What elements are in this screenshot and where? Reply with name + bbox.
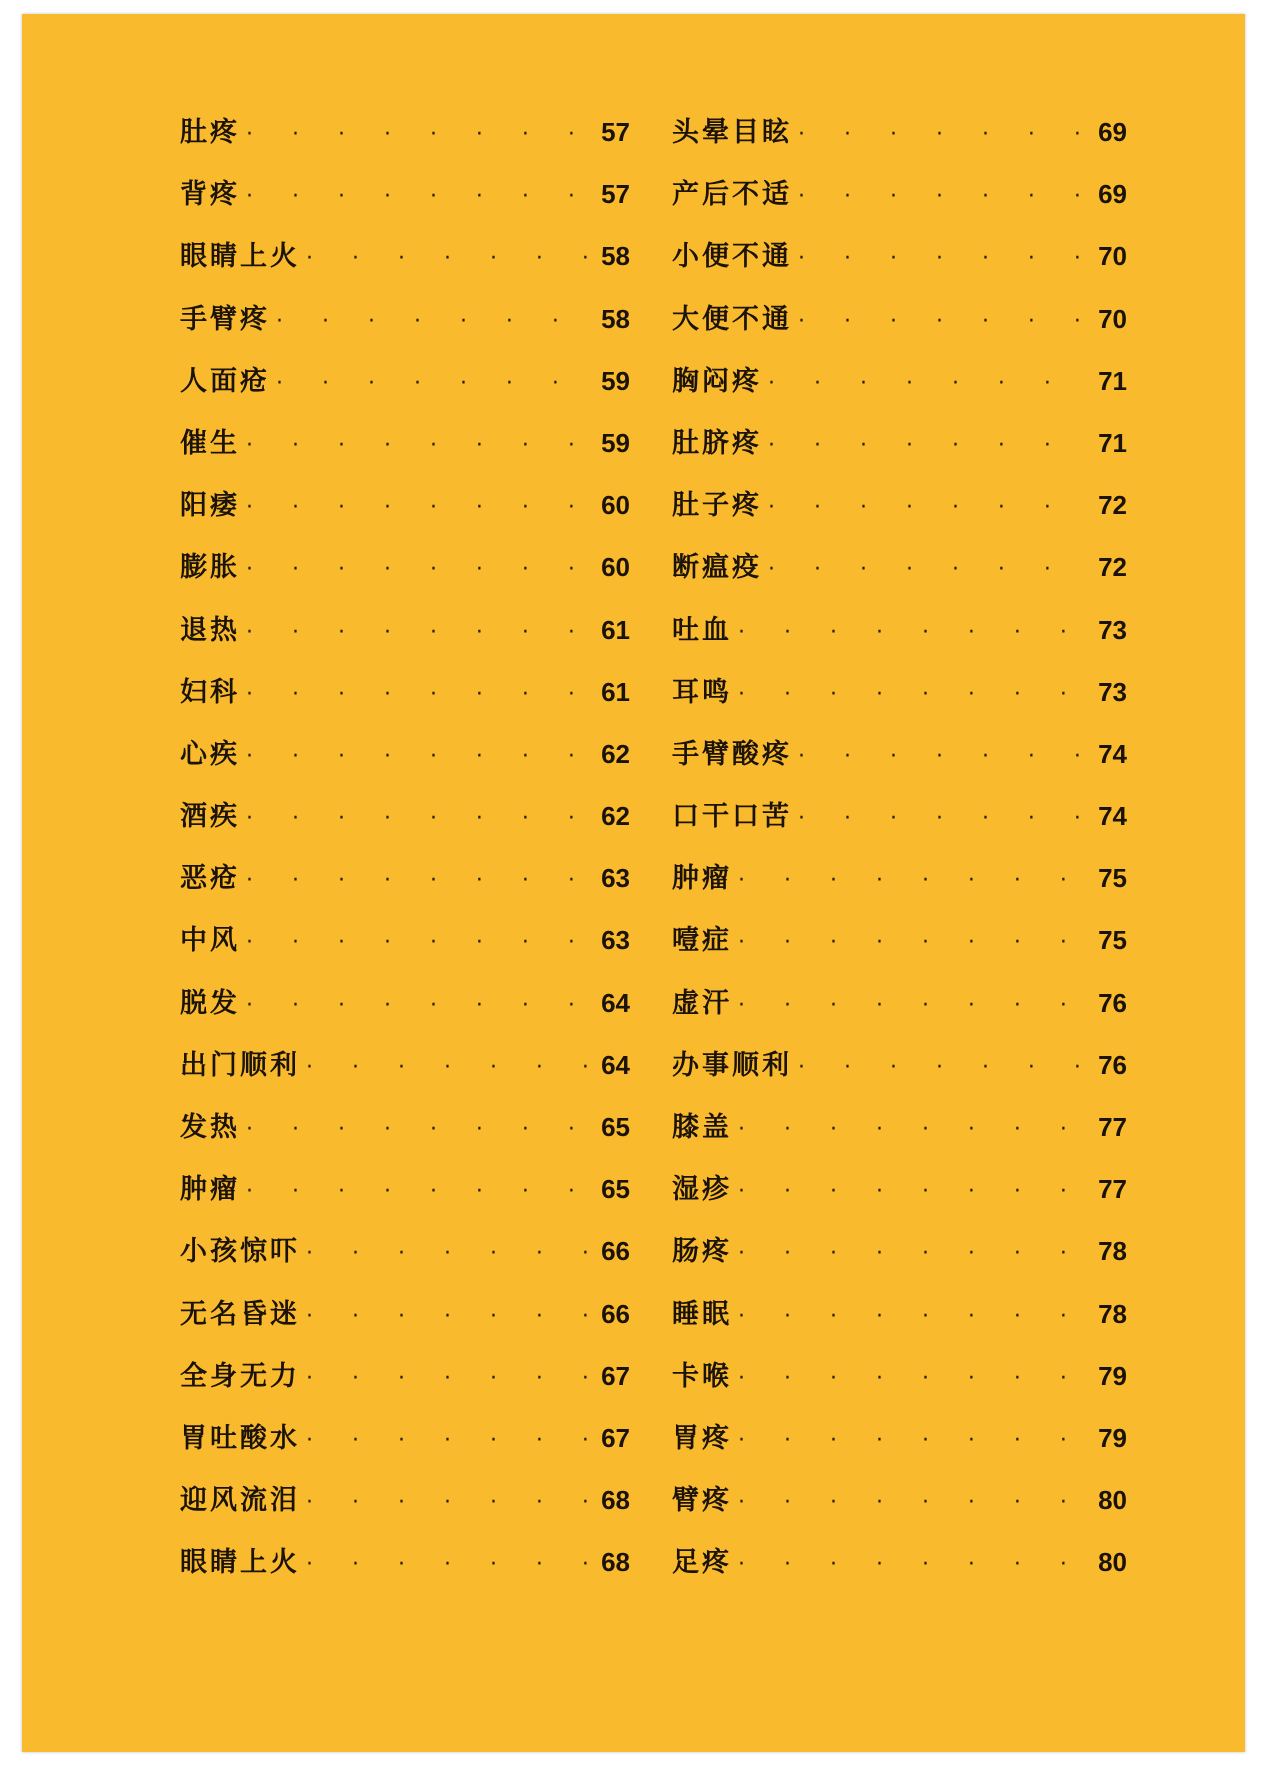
dot-leader xyxy=(738,1179,1089,1204)
dot-leader xyxy=(246,682,592,707)
toc-entry-page-number: 76 xyxy=(1098,1049,1127,1080)
toc-entry xyxy=(180,1416,630,1478)
toc-entry xyxy=(180,483,630,545)
toc-entry-title: 办事顺利 xyxy=(672,1049,792,1081)
dot-leader xyxy=(246,1117,592,1142)
toc-entry xyxy=(672,1354,1127,1416)
toc-entry-page-number: 65 xyxy=(601,1112,630,1142)
dot-leader xyxy=(768,557,1089,582)
toc-entry-title: 头晕目眩 xyxy=(672,117,792,148)
toc-entry xyxy=(672,110,1127,172)
dot-leader xyxy=(738,993,1089,1018)
toc-entry xyxy=(672,1292,1127,1354)
toc-entry-title: 阳痿 xyxy=(180,490,240,522)
dot-leader xyxy=(768,371,1089,396)
toc-entry-page-number: 66 xyxy=(601,1236,630,1267)
toc-entry xyxy=(180,1229,630,1291)
toc-entry-title: 肚疼 xyxy=(180,117,240,148)
dot-leader xyxy=(798,1055,1089,1080)
dot-leader xyxy=(798,806,1089,831)
toc-entry xyxy=(672,1540,1127,1602)
toc-entry xyxy=(180,1105,630,1167)
toc-entry xyxy=(180,918,630,980)
toc-entry xyxy=(180,1043,630,1105)
toc-entry-page-number: 72 xyxy=(1098,552,1127,583)
toc-entry xyxy=(180,608,630,670)
toc-entry-title: 吐血 xyxy=(672,614,732,646)
toc-entry-page-number: 70 xyxy=(1098,241,1127,272)
toc-entry xyxy=(672,234,1127,296)
toc-entry xyxy=(672,732,1127,794)
toc-entry xyxy=(180,297,630,359)
toc-entry-title: 手臂酸疼 xyxy=(672,738,792,770)
toc-entry-title: 背疼 xyxy=(180,179,240,211)
toc-entry-title: 恶疮 xyxy=(180,863,240,895)
toc-entry-page-number: 61 xyxy=(601,614,630,645)
toc-entry-page-number: 59 xyxy=(601,427,630,458)
dot-leader xyxy=(738,930,1089,955)
dot-leader xyxy=(738,1428,1089,1453)
toc-entry-page-number: 66 xyxy=(601,1298,630,1329)
dot-leader xyxy=(738,682,1089,707)
toc-entry-title: 中风 xyxy=(180,925,240,957)
toc-entry xyxy=(180,1478,630,1540)
dot-leader xyxy=(246,744,592,769)
toc-entry-page-number: 76 xyxy=(1098,987,1127,1018)
toc-entry-title: 催生 xyxy=(180,427,240,459)
toc-entry-title: 卡喉 xyxy=(672,1360,732,1392)
toc-entry-title: 产后不适 xyxy=(672,179,792,211)
dot-leader xyxy=(738,868,1089,893)
toc-entry-page-number: 73 xyxy=(1098,614,1127,645)
dot-leader xyxy=(738,1304,1089,1329)
toc-entry-page-number: 80 xyxy=(1098,1547,1127,1578)
toc-entry-page-number: 69 xyxy=(1098,179,1127,210)
dot-leader xyxy=(798,184,1089,209)
toc-entry-title: 妇科 xyxy=(180,676,240,708)
toc-entry-title: 无名昏迷 xyxy=(180,1298,300,1330)
toc-entry-title: 小孩惊吓 xyxy=(180,1236,300,1268)
dot-leader xyxy=(246,122,592,147)
toc-entry xyxy=(672,794,1127,856)
toc-entry-page-number: 75 xyxy=(1098,925,1127,956)
toc-entry xyxy=(180,981,630,1043)
toc-entry-title: 耳鸣 xyxy=(672,676,732,708)
toc-entry-title: 胃疼 xyxy=(672,1422,732,1454)
toc-entry-page-number: 60 xyxy=(601,552,630,583)
toc-entry-page-number: 59 xyxy=(601,365,630,396)
toc-entry-page-number: 57 xyxy=(601,179,630,210)
toc-entry-page-number: 71 xyxy=(1098,427,1127,458)
toc-entry-page-number: 61 xyxy=(601,676,630,707)
toc-entry-title: 迎风流泪 xyxy=(180,1485,300,1517)
toc-entry xyxy=(672,359,1127,421)
toc-column-right xyxy=(672,110,1127,1603)
toc-entry-title: 噎症 xyxy=(672,925,732,957)
toc-entry-page-number: 69 xyxy=(1098,117,1127,147)
dot-leader xyxy=(306,1304,592,1329)
toc-entry xyxy=(672,608,1127,670)
toc-entry-title: 足疼 xyxy=(672,1547,732,1579)
toc-entry-page-number: 65 xyxy=(601,1174,630,1205)
dot-leader xyxy=(246,868,592,893)
dot-leader xyxy=(306,1366,592,1391)
toc-entry xyxy=(180,359,630,421)
toc-entry-title: 臂疼 xyxy=(672,1485,732,1517)
toc-entry xyxy=(180,234,630,296)
toc-entry-page-number: 78 xyxy=(1098,1236,1127,1267)
toc-entry-title: 眼睛上火 xyxy=(180,241,300,273)
toc-entry xyxy=(180,110,630,172)
toc-entry-title: 肚子疼 xyxy=(672,490,762,522)
toc-entry-page-number: 67 xyxy=(601,1360,630,1391)
dot-leader xyxy=(246,930,592,955)
toc-entry-title: 手臂疼 xyxy=(180,303,270,335)
toc-entry-title: 胃吐酸水 xyxy=(180,1422,300,1454)
toc-entry xyxy=(672,981,1127,1043)
toc-entry-page-number: 74 xyxy=(1098,738,1127,769)
toc-entry-page-number: 79 xyxy=(1098,1360,1127,1391)
toc-entry-page-number: 62 xyxy=(601,801,630,832)
toc-entry-page-number: 77 xyxy=(1098,1112,1127,1142)
toc-entry-page-number: 64 xyxy=(601,1049,630,1080)
toc-entry xyxy=(672,297,1127,359)
toc-entry-page-number: 70 xyxy=(1098,303,1127,334)
toc-entry-page-number: 68 xyxy=(601,1485,630,1516)
toc-entry-title: 肚脐疼 xyxy=(672,427,762,459)
dot-leader xyxy=(246,433,592,458)
toc-entry-page-number: 63 xyxy=(601,863,630,894)
toc-entry-page-number: 63 xyxy=(601,925,630,956)
toc-entry-page-number: 74 xyxy=(1098,801,1127,832)
dot-leader xyxy=(306,1055,592,1080)
toc-entry-title: 眼睛上火 xyxy=(180,1547,300,1579)
toc-entry-page-number: 73 xyxy=(1098,676,1127,707)
dot-leader xyxy=(306,1241,592,1266)
dot-leader xyxy=(738,1366,1089,1391)
toc-entry xyxy=(180,856,630,918)
toc-entry-page-number: 68 xyxy=(601,1547,630,1578)
toc-entry-page-number: 67 xyxy=(601,1422,630,1453)
dot-leader xyxy=(798,309,1089,334)
toc-entry-page-number: 60 xyxy=(601,490,630,521)
toc-entry-title: 膝盖 xyxy=(672,1112,732,1143)
dot-leader xyxy=(798,122,1089,147)
toc-entry-page-number: 62 xyxy=(601,738,630,769)
toc-entry-title: 大便不通 xyxy=(672,303,792,335)
toc-entry-page-number: 78 xyxy=(1098,1298,1127,1329)
dot-leader xyxy=(738,1552,1089,1577)
toc-entry xyxy=(180,172,630,234)
toc-entry xyxy=(180,421,630,483)
dot-leader xyxy=(306,1428,592,1453)
toc-entry-title: 全身无力 xyxy=(180,1360,300,1392)
dot-leader xyxy=(276,371,592,396)
toc-entry-title: 膨胀 xyxy=(180,552,240,584)
toc-entry-title: 胸闷疼 xyxy=(672,365,762,397)
toc-entry xyxy=(672,545,1127,607)
toc-entry-page-number: 57 xyxy=(601,117,630,147)
dot-leader xyxy=(276,309,592,334)
toc-entry-page-number: 58 xyxy=(601,303,630,334)
toc-entry xyxy=(672,918,1127,980)
toc-entry-title: 断瘟疫 xyxy=(672,552,762,584)
dot-leader xyxy=(246,1179,592,1204)
toc-entry-title: 脱发 xyxy=(180,987,240,1019)
toc-entry xyxy=(180,1167,630,1229)
toc-entry xyxy=(672,1229,1127,1291)
dot-leader xyxy=(738,1117,1089,1142)
dot-leader xyxy=(768,433,1089,458)
dot-leader xyxy=(738,1490,1089,1515)
toc-entry xyxy=(180,1292,630,1354)
toc-entry xyxy=(180,794,630,856)
toc-page xyxy=(22,14,1245,1752)
toc-entry-title: 退热 xyxy=(180,614,240,646)
dot-leader xyxy=(798,744,1089,769)
dot-leader xyxy=(306,1552,592,1577)
toc-entry-title: 人面疮 xyxy=(180,365,270,397)
dot-leader xyxy=(246,184,592,209)
dot-leader xyxy=(246,557,592,582)
toc-entry-page-number: 64 xyxy=(601,987,630,1018)
toc-entry xyxy=(672,856,1127,918)
toc-column-left xyxy=(180,110,630,1603)
toc-entry-page-number: 58 xyxy=(601,241,630,272)
toc-entry xyxy=(672,483,1127,545)
toc-entry-page-number: 71 xyxy=(1098,365,1127,396)
dot-leader xyxy=(738,1241,1089,1266)
toc-entry-title: 出门顺利 xyxy=(180,1049,300,1081)
toc-entry xyxy=(672,172,1127,234)
dot-leader xyxy=(798,246,1089,271)
toc-entry-title: 小便不通 xyxy=(672,241,792,273)
toc-entry xyxy=(180,732,630,794)
toc-entry-page-number: 79 xyxy=(1098,1422,1127,1453)
toc-entry xyxy=(180,545,630,607)
dot-leader xyxy=(246,993,592,1018)
toc-entry-title: 心疾 xyxy=(180,738,240,770)
toc-entry xyxy=(672,1105,1127,1167)
toc-entry xyxy=(672,421,1127,483)
toc-entry xyxy=(180,1540,630,1602)
toc-entry-title: 湿疹 xyxy=(672,1174,732,1206)
toc-entry xyxy=(180,1354,630,1416)
dot-leader xyxy=(306,1490,592,1515)
toc-entry-page-number: 77 xyxy=(1098,1174,1127,1205)
toc-entry-title: 酒疾 xyxy=(180,801,240,833)
toc-entry xyxy=(672,1416,1127,1478)
toc-entry-page-number: 75 xyxy=(1098,863,1127,894)
dot-leader xyxy=(768,495,1089,520)
toc-entry-page-number: 80 xyxy=(1098,1485,1127,1516)
dot-leader xyxy=(246,806,592,831)
toc-entry-title: 虚汗 xyxy=(672,987,732,1019)
dot-leader xyxy=(738,620,1089,645)
toc-entry xyxy=(672,1043,1127,1105)
toc-entry-title: 口干口苦 xyxy=(672,801,792,833)
toc-entry-title: 肠疼 xyxy=(672,1236,732,1268)
toc-entry-page-number: 72 xyxy=(1098,490,1127,521)
dot-leader xyxy=(306,246,592,271)
dot-leader xyxy=(246,620,592,645)
toc-entry xyxy=(672,1167,1127,1229)
toc-entry xyxy=(672,1478,1127,1540)
toc-entry-title: 发热 xyxy=(180,1112,240,1143)
toc-entry-title: 肿瘤 xyxy=(180,1174,240,1206)
toc-entry xyxy=(180,670,630,732)
toc-entry-title: 肿瘤 xyxy=(672,863,732,895)
toc-entry xyxy=(672,670,1127,732)
dot-leader xyxy=(246,495,592,520)
toc-entry-title: 睡眠 xyxy=(672,1298,732,1330)
